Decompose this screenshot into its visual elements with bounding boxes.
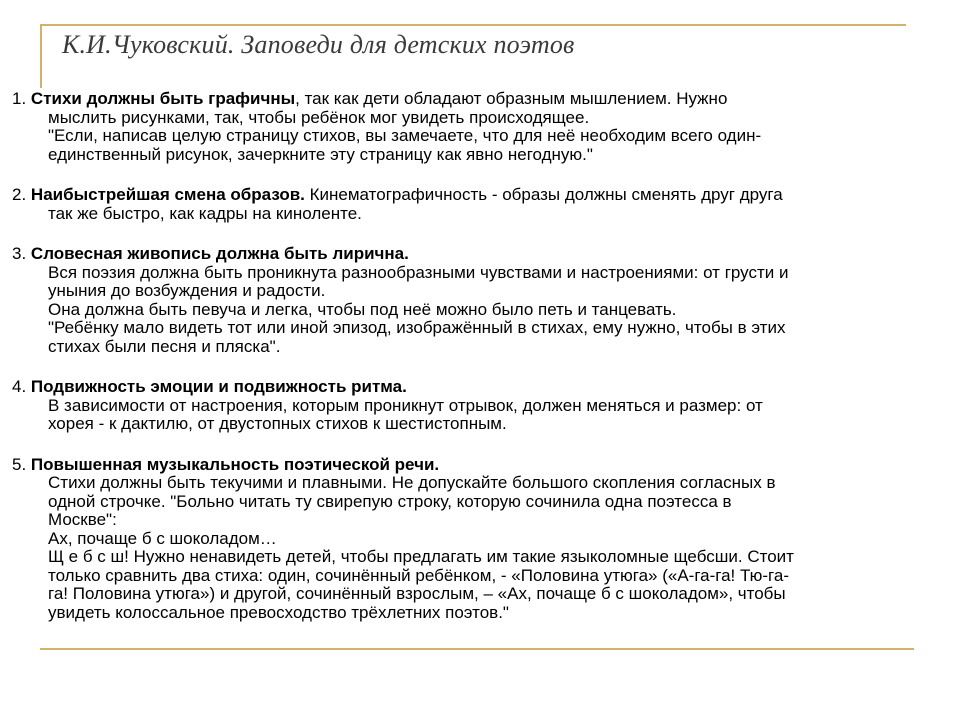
item-line: увидеть колоссальное превосходство трёхлетних поэтов." — [48, 602, 509, 622]
item-bold-title: Словесная живопись должна быть лирична. — [30, 244, 409, 263]
item-line: одной строчке. "Больно читать ту свирепую строку, которую сочинила одна поэтесса в — [48, 491, 732, 511]
list-item — [12, 378, 922, 434]
item-line: уныния до возбуждения и радости. — [48, 281, 326, 300]
item-heading: 4. Подвижность эмоции и подвижность ритма. — [12, 377, 407, 396]
item-line: Стихи должны быть текучими и плавными. Не допускайте большого скопления согласных в — [48, 473, 776, 492]
item-line: Вся поэзия должна быть проникнута разнообразными чувствами и настроениями: от грусти и — [48, 262, 789, 282]
item-line: Она должна быть певуча и легка, чтобы под неё можно было петь и танцевать. — [48, 299, 677, 319]
list-item — [12, 245, 922, 356]
item-heading: 2. Наибыстрейшая смена образов. Кинематографичность - образы должны сменять друг друга — [12, 185, 783, 204]
item-bold-title: Стихи должны быть графичны — [30, 89, 296, 108]
item-line: "Ребёнку мало видеть тот или иной эпизод, изображённый в стихах, ему нужно, чтобы в этих — [48, 318, 786, 337]
list-item — [12, 90, 922, 164]
item-line: стихах были песня и пляска". — [48, 336, 281, 356]
list-item — [12, 186, 922, 223]
item-line: Москве": — [48, 510, 117, 529]
item-line: Щ е б с ш! Нужно ненавидеть детей, чтобы предлагать им такие языколомные щебсши. Стоит — [48, 547, 794, 566]
item-heading: 1. Стихи должны быть графичны, так как дети обладают образным мышлением. Нужно — [12, 89, 728, 108]
page-title: К.И.Чуковский. Заповеди для детских поэтов — [62, 30, 575, 59]
item-line: так же быстро, как кадры на киноленте. — [48, 203, 362, 223]
list-item — [12, 456, 922, 623]
item-bold-title: Повышенная музыкальность поэтической речи. — [30, 454, 440, 474]
item-line: единственный рисунок, зачеркните эту страницу как явно негодную." — [48, 144, 593, 164]
item-bold-title: Наибыстрейшая смена образов. — [30, 185, 305, 204]
item-heading: 3. Словесная живопись должна быть лирична. — [12, 244, 409, 263]
item-line: "Если, написав целую страницу стихов, вы замечаете, что для неё необходим всего один- — [48, 126, 762, 145]
item-line: мыслить рисунками, так, чтобы ребёнок мог увидеть происходящее. — [48, 107, 590, 127]
commandments-list — [12, 90, 922, 622]
bottom-divider — [40, 648, 914, 650]
item-line: га! Половина утюга») и другой, сочинённый взрослым, – «Ах, почаще б с шоколадом», чтобы — [48, 584, 786, 603]
item-heading: 5. Повышенная музыкальность поэтической речи. — [12, 454, 440, 474]
item-line: В зависимости от настроения, которым проникнут отрывок, должен меняться и размер: от — [48, 395, 763, 415]
item-line: хорея - к дактилю, от двустопных стихов к шестистопным. — [48, 414, 507, 433]
item-line: только сравнить два стиха: один, сочинённый ребёнком, - «Половина утюга» («А-га-га! Тю-га- — [48, 565, 789, 585]
item-bold-title: Подвижность эмоции и подвижность ритма. — [30, 377, 407, 396]
item-line: Ах, почаще б с шоколадом… — [48, 528, 277, 548]
